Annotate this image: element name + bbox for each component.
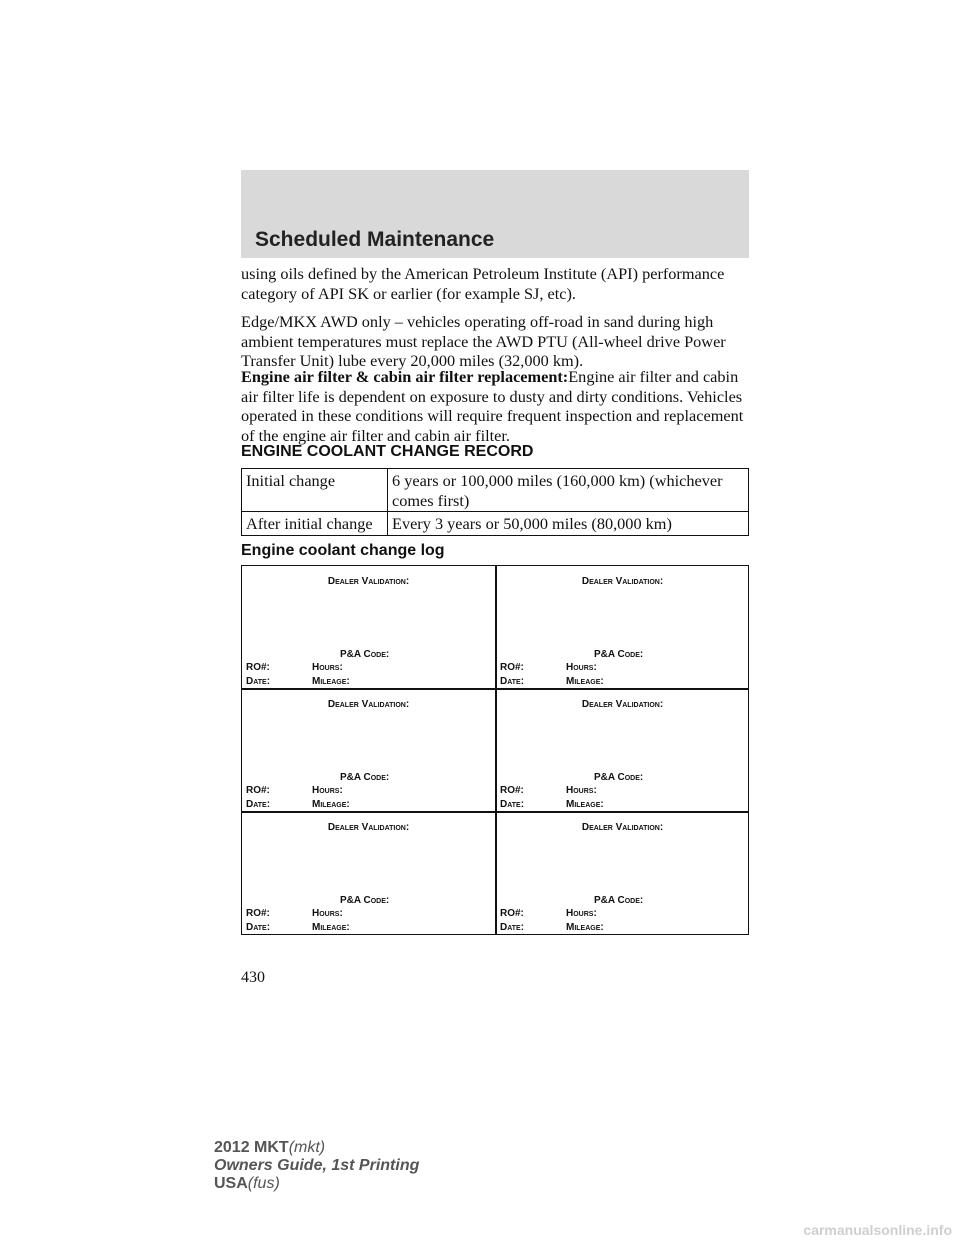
date-label: Date: [500,799,525,810]
ro-label: RO#: [246,662,270,673]
coolant-interval-table [241,468,749,536]
mileage-label: Mileage: [566,676,604,687]
air-filter-lead: Engine air filter & cabin air filter replacement: [241,367,569,386]
paragraph-awd-ptu: Edge/MKX AWD only – vehicles operating off-road in sand during high ambient temperatures must replace the AWD PTU (All-wheel drive Power Transfer Unit) lube every 20,000 miles (32,000 km). [241,312,726,370]
footer-line [214,1175,419,1193]
dealer-validation-label: Dealer Validation: [327,699,410,710]
log-entry[interactable] [496,566,749,689]
paragraph-air-filter [241,367,751,445]
ro-label: RO#: [500,908,524,919]
dealer-validation-label: Dealer Validation: [327,822,410,833]
footer-model: 2012 MKT [214,1139,289,1156]
date-label: Date: [246,922,271,933]
hours-label: Hours: [312,908,343,919]
log-entry[interactable] [496,689,749,812]
table-row [242,469,749,512]
mileage-label: Mileage: [566,799,604,810]
print-footer [214,1139,419,1193]
log-entry[interactable] [242,689,495,812]
date-label: Date: [500,676,525,687]
coolant-change-log [241,565,749,935]
pa-code-label: P&A Code: [594,649,644,660]
hours-label: Hours: [566,662,597,673]
hours-label: Hours: [312,785,343,796]
mileage-label: Mileage: [312,922,350,933]
coolant-log-heading: Engine coolant change log [241,542,445,559]
footer-line [214,1157,419,1175]
interval-value: Every 3 years or 50,000 miles (80,000 km) [388,512,749,536]
log-entry[interactable] [242,566,495,689]
footer-model-code: (mkt) [288,1139,326,1156]
dealer-validation-label: Dealer Validation: [581,699,664,710]
ro-label: RO#: [246,785,270,796]
hours-label: Hours: [312,662,343,673]
air-filter-text: Engine air filter and cabin air filter life is dependent on exposure to dusty and dirty conditions. Vehicles operated in these conditions will require frequent inspection and replacement of the engine air filter and cabin air filter. [241,367,744,445]
interval-label: After initial change [242,512,388,536]
pa-code-label: P&A Code: [340,649,390,660]
log-entry[interactable] [496,812,749,935]
ro-label: RO#: [500,785,524,796]
footer-region-code: (fus) [247,1175,280,1192]
date-label: Date: [246,799,271,810]
date-label: Date: [500,922,525,933]
pa-code-label: P&A Code: [340,772,390,783]
watermark: carmanualsonline.info [803,1222,952,1238]
interval-value: 6 years or 100,000 miles (160,000 km) (whichever comes first) [388,469,749,512]
hours-label: Hours: [566,908,597,919]
footer-region: USA [214,1175,248,1192]
pa-code-label: P&A Code: [340,895,390,906]
hours-label: Hours: [566,785,597,796]
dealer-validation-label: Dealer Validation: [581,822,664,833]
pa-code-label: P&A Code: [594,895,644,906]
page-number: 430 [241,969,265,986]
table-row [242,512,749,536]
mileage-label: Mileage: [312,799,350,810]
footer-guide: Owners Guide, 1st Printing [214,1157,420,1174]
mileage-label: Mileage: [312,676,350,687]
mileage-label: Mileage: [566,922,604,933]
pa-code-label: P&A Code: [594,772,644,783]
paragraph-api-oils: using oils defined by the American Petroleum Institute (API) performance category of API SK or earlier (for example SJ, etc). [241,264,725,303]
dealer-validation-label: Dealer Validation: [581,576,664,587]
coolant-record-heading: ENGINE COOLANT CHANGE RECORD [241,443,534,460]
ro-label: RO#: [246,908,270,919]
page-title: Scheduled Maintenance [255,228,495,251]
dealer-validation-label: Dealer Validation: [327,576,410,587]
ro-label: RO#: [500,662,524,673]
interval-label: Initial change [242,469,388,512]
date-label: Date: [246,676,271,687]
footer-line [214,1139,419,1157]
log-entry[interactable] [242,812,495,935]
